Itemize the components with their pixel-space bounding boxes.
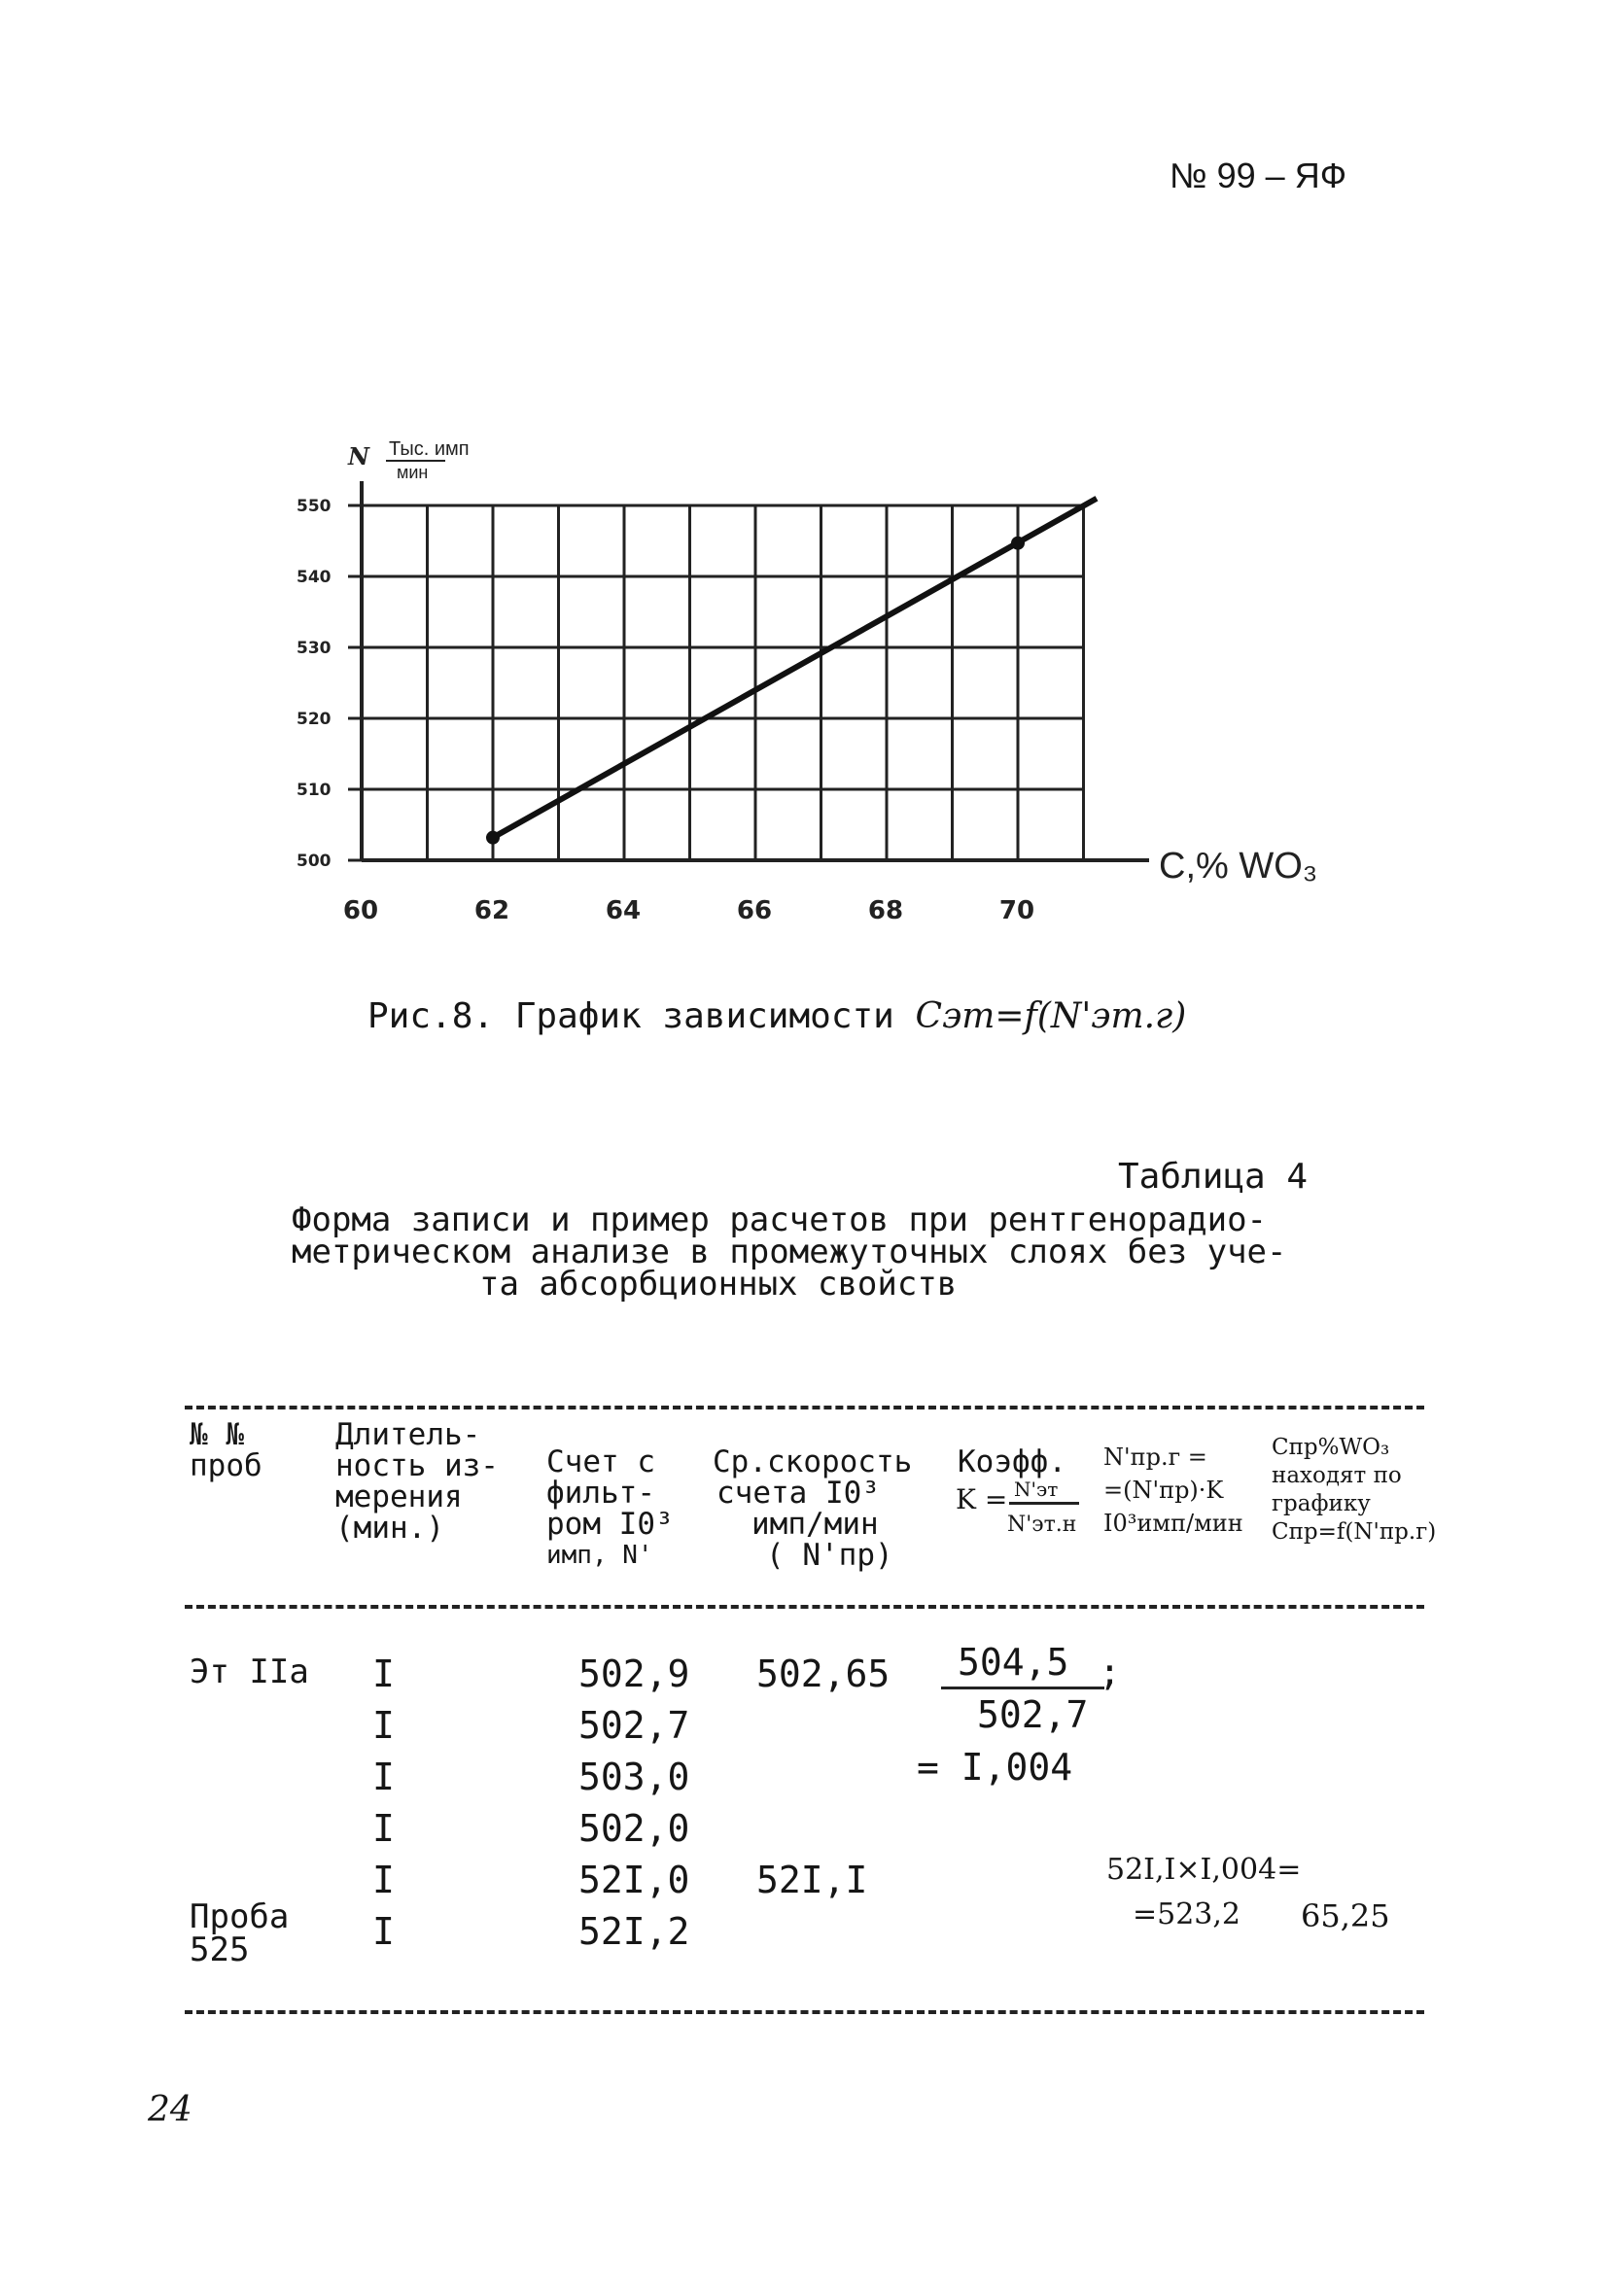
table-title-line: та абсорбционных свойств [479, 1265, 958, 1304]
y-tick-label: 540 [297, 568, 332, 587]
figure-caption [367, 996, 1186, 1036]
table-header-rule [185, 1605, 1424, 1609]
coef-value-fraction-line [941, 1687, 1104, 1689]
y-tick-label: 550 [297, 497, 332, 516]
data-line [493, 499, 1097, 838]
x-tick-label: 64 [605, 896, 642, 925]
header-count: Счет с фильт- ром I0³ имп, N' [546, 1444, 674, 1570]
coef-value-result: = I,004 [917, 1746, 1073, 1789]
chart-series [486, 499, 1097, 845]
coef-denominator: N'эт.н [1007, 1513, 1077, 1537]
table-bottom-rule [185, 2010, 1424, 2014]
y-axis-label: N [348, 442, 369, 470]
header-corrected-rate: N'пр.г = =(N'пр)·K I0³имп/мин [1103, 1444, 1243, 1537]
document-number: № 99 – ЯФ [1170, 156, 1347, 195]
count-cell: 52I,0 [578, 1859, 690, 1901]
duration-cell: I [372, 1807, 395, 1850]
y-tick-label: 520 [297, 710, 332, 729]
x-tick-label: 68 [867, 896, 904, 925]
x-tick-label: 60 [342, 896, 379, 925]
x-tick-label: 70 [998, 896, 1035, 925]
coef-value-denominator: 502,7 [977, 1693, 1089, 1736]
coef-numerator: N'эт [1014, 1478, 1059, 1501]
table-top-rule [185, 1406, 1424, 1409]
avg-rate-sample: 52I,I [756, 1859, 868, 1901]
y-tick-label: 500 [297, 852, 332, 871]
concentration-result: 65,25 [1301, 1897, 1390, 1934]
table-number: Таблица 4 [1118, 1157, 1309, 1197]
corrected-rate-result: =523,2 [1133, 1897, 1241, 1931]
sample-etalon: Эт IIa [190, 1652, 309, 1691]
duration-cell: I [372, 1704, 395, 1747]
chart-grid [362, 505, 1084, 860]
data-point [1011, 537, 1025, 550]
duration-cell: I [372, 1652, 395, 1695]
caption-text: Рис.8. График зависимости [367, 996, 916, 1036]
count-cell: 502,9 [578, 1652, 690, 1695]
duration-cell: I [372, 1859, 395, 1901]
data-point [486, 831, 500, 845]
header-avg-rate: Ср.скорость счета I0³ имп/мин ( N'пр) [713, 1444, 913, 1573]
x-tick-label: 62 [473, 896, 510, 925]
duration-cell: I [372, 1910, 395, 1953]
header-coefficient: Коэфф. [958, 1444, 1066, 1479]
header-sample-no: № № проб [190, 1417, 262, 1483]
count-cell: 502,0 [578, 1807, 690, 1850]
count-cell: 503,0 [578, 1756, 690, 1798]
coef-value-numerator: 504,5 [958, 1641, 1069, 1684]
count-cell: 502,7 [578, 1704, 690, 1747]
x-axis-label: C,% WO₃ [1159, 846, 1318, 887]
count-cell: 52I,2 [578, 1910, 690, 1953]
y-axis-unit-numerator: Тыс. имп [389, 438, 470, 460]
coef-fraction-line [1009, 1502, 1079, 1505]
duration-cell: I [372, 1756, 395, 1798]
coef-value-separator: ; [1099, 1651, 1121, 1693]
dependency-chart [0, 0, 1607, 972]
table-title-line: Форма записи и пример расчетов при рентгенорадио- [292, 1200, 1268, 1239]
table-title-line: метрическом анализе в промежуточных слоях без уче- [292, 1233, 1287, 1271]
corrected-rate-calc: 52I,I×I,004= [1106, 1853, 1302, 1887]
page-number: 24 [148, 2090, 192, 2130]
header-concentration: Cпр%WO₃ находят по графику Cпр=f(N'пр.г) [1272, 1435, 1437, 1545]
coef-k-label: K = [956, 1483, 1008, 1515]
header-duration: Длитель- ность из- мерения (мин.) [335, 1417, 499, 1546]
sample-525: Проба 525 [190, 1897, 290, 1969]
y-axis-unit-denominator: мин [397, 463, 429, 482]
x-tick-label: 66 [736, 896, 773, 925]
y-tick-label: 530 [297, 639, 332, 658]
avg-rate-etalon: 502,65 [756, 1652, 891, 1695]
caption-formula: Cэт=f(N'эт.г) [915, 996, 1187, 1036]
y-tick-label: 510 [297, 781, 332, 800]
